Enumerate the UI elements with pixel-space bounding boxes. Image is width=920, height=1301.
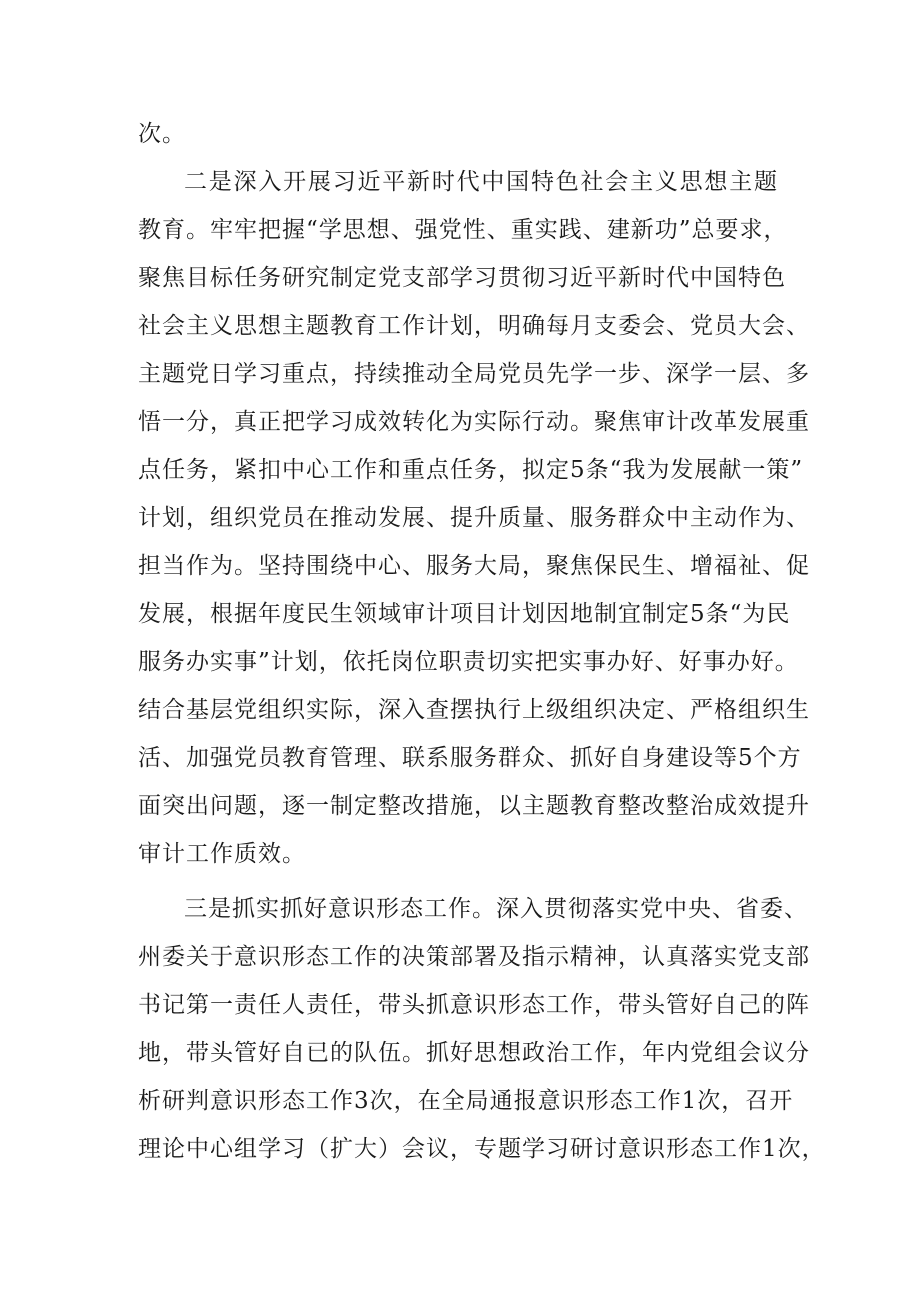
text-line: 聚焦目标任务研究制定党支部学习贯彻习近平新时代中国特色 (138, 265, 786, 291)
text-line: 次。 (138, 121, 186, 147)
text-line: 面突出问题，逐一制定整改措施，以主题教育整改整治成效提升 (138, 793, 810, 819)
text-line: 社会主义思想主题教育工作计划，明确每月支委会、党员大会、 (138, 313, 810, 339)
text-line: 审计工作质效。 (138, 841, 306, 867)
text-line: 悟一分，真正把学习成效转化为实际行动。聚焦审计改革发展重 (138, 409, 810, 435)
text-line: 理论中心组学习（扩大）会议，专题学习研讨意识形态工作1次， (138, 1136, 826, 1162)
text-line: 教育。牢牢把握“学思想、强党性、重实践、建新功”总要求， (138, 217, 788, 243)
text-line: 点任务，紧扣中心工作和重点任务，拟定5条“我为发展献一策” (138, 457, 804, 483)
text-line: 主题党日学习重点，持续推动全局党员先学一步、深学一层、多 (138, 361, 810, 387)
paragraph-start-line: 二是深入开展习近平新时代中国特色社会主义思想主题 (184, 169, 778, 195)
text-line: 活、加强党员教育管理、联系服务群众、抓好自身建设等5个方 (138, 745, 802, 771)
text-line: 地，带头管好自已的队伍。抓好思想政治工作，年内党组会议分 (138, 1040, 810, 1066)
text-line: 计划，组织党员在推动发展、提升质量、服务群众中主动作为、 (138, 505, 810, 531)
text-line: 结合基层党组织实际，深入查摆执行上级组织决定、严格组织生 (138, 697, 810, 723)
text-line: 州委关于意识形态工作的决策部署及指示精神，认真落实党支部 (138, 944, 810, 970)
text-line: 服务办实事”计划，依托岗位职责切实把实事办好、好事办好。 (138, 649, 799, 675)
text-line: 析研判意识形态工作3次，在全局通报意识形态工作1次，召开 (138, 1088, 794, 1114)
text-line: 发展，根据年度民生领域审计项目计划因地制宜制定5条“为民 (138, 601, 791, 627)
paragraph-start-line: 三是抓实抓好意识形态工作。深入贯彻落实党中央、省委、 (184, 896, 808, 922)
text-line: 担当作为。坚持围绕中心、服务大局，聚焦保民生、增福祉、促 (138, 553, 810, 579)
text-line: 书记第一责任人责任，带头抓意识形态工作，带头管好自己的阵 (138, 992, 810, 1018)
